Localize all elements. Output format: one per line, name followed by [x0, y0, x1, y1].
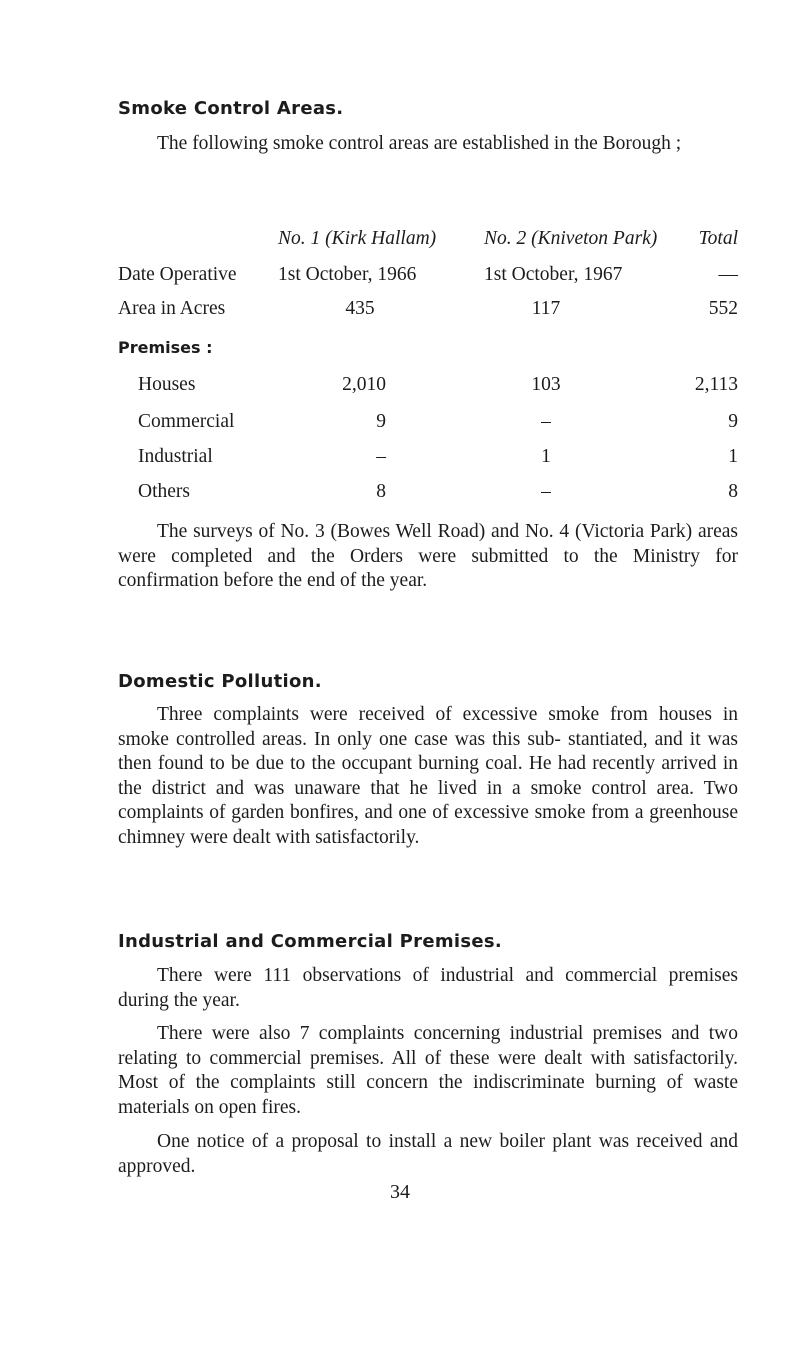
- date-total: —: [718, 264, 738, 285]
- date-kniveton-park: 1st October, 1967: [484, 264, 623, 285]
- commercial-total: 9: [728, 411, 738, 432]
- row-label-industrial: Industrial: [138, 446, 213, 467]
- row-label-area-in-acres: Area in Acres: [118, 298, 226, 319]
- commercial-kirk-hallam: 9: [376, 411, 386, 432]
- page-number: 34: [390, 1181, 410, 1203]
- row-label-others: Others: [138, 481, 190, 502]
- others-kirk-hallam: 8: [376, 481, 386, 502]
- area-kniveton-park: 117: [531, 298, 561, 319]
- smoke-control-intro: The following smoke control areas are established in the Borough ;: [157, 133, 682, 154]
- houses-kirk-hallam: 2,010: [342, 374, 386, 395]
- row-label-commercial: Commercial: [138, 411, 235, 432]
- section-heading-domestic-pollution: Domestic Pollution.: [118, 671, 322, 692]
- houses-kniveton-park: 103: [531, 374, 561, 395]
- area-kirk-hallam: 435: [345, 298, 375, 319]
- section-heading-industrial-commercial: Industrial and Commercial Premises.: [118, 931, 503, 952]
- industrial-paragraph-2: There were also 7 complaints concerning industrial premises and two relating to commercial premises. All of these were dealt with satisfactorily. Most of the complaints still concern the indiscriminate burning of waste materials on open fires.: [118, 1023, 738, 1118]
- col-header-kniveton-park: No. 2 (Kniveton Park): [484, 228, 658, 249]
- industrial-total: 1: [728, 446, 738, 467]
- section-heading-smoke-control: Smoke Control Areas.: [118, 98, 344, 119]
- domestic-paragraph: Three complaints were received of excessive smoke from houses in smoke controlled areas. In only one case was this sub- stantiated, and it was then found to be due to the occupant burning coal. He had recently arrived in the district and was unaware that he lived in a smoke control area. Two complaints of garden bonfires, and one of excessive smoke from a greenhouse chimney were dealt with satisfactorily.: [118, 704, 738, 848]
- row-label-houses: Houses: [138, 374, 196, 395]
- houses-total: 2,113: [694, 374, 738, 395]
- industrial-paragraph-1: There were 111 observations of industrial and commercial premises during the year.: [118, 965, 738, 1011]
- others-total: 8: [728, 481, 738, 502]
- commercial-kniveton-park: –: [541, 411, 551, 432]
- col-header-total: Total: [698, 228, 738, 249]
- surveys-paragraph: The surveys of No. 3 (Bowes Well Road) and No. 4 (Victoria Park) areas were completed and the Orders were submitted to the Ministry for confirmation before the end of the year.: [118, 521, 738, 591]
- industrial-kniveton-park: 1: [541, 446, 551, 467]
- date-kirk-hallam: 1st October, 1966: [278, 264, 417, 285]
- others-kniveton-park: –: [541, 481, 551, 502]
- area-total: 552: [708, 298, 738, 319]
- industrial-kirk-hallam: –: [376, 446, 386, 467]
- row-label-date-operative: Date Operative: [118, 264, 237, 285]
- col-header-kirk-hallam: No. 1 (Kirk Hallam): [278, 228, 437, 249]
- premises-label: Premises :: [118, 338, 213, 357]
- industrial-paragraph-3: One notice of a proposal to install a new boiler plant was received and approved.: [118, 1131, 738, 1177]
